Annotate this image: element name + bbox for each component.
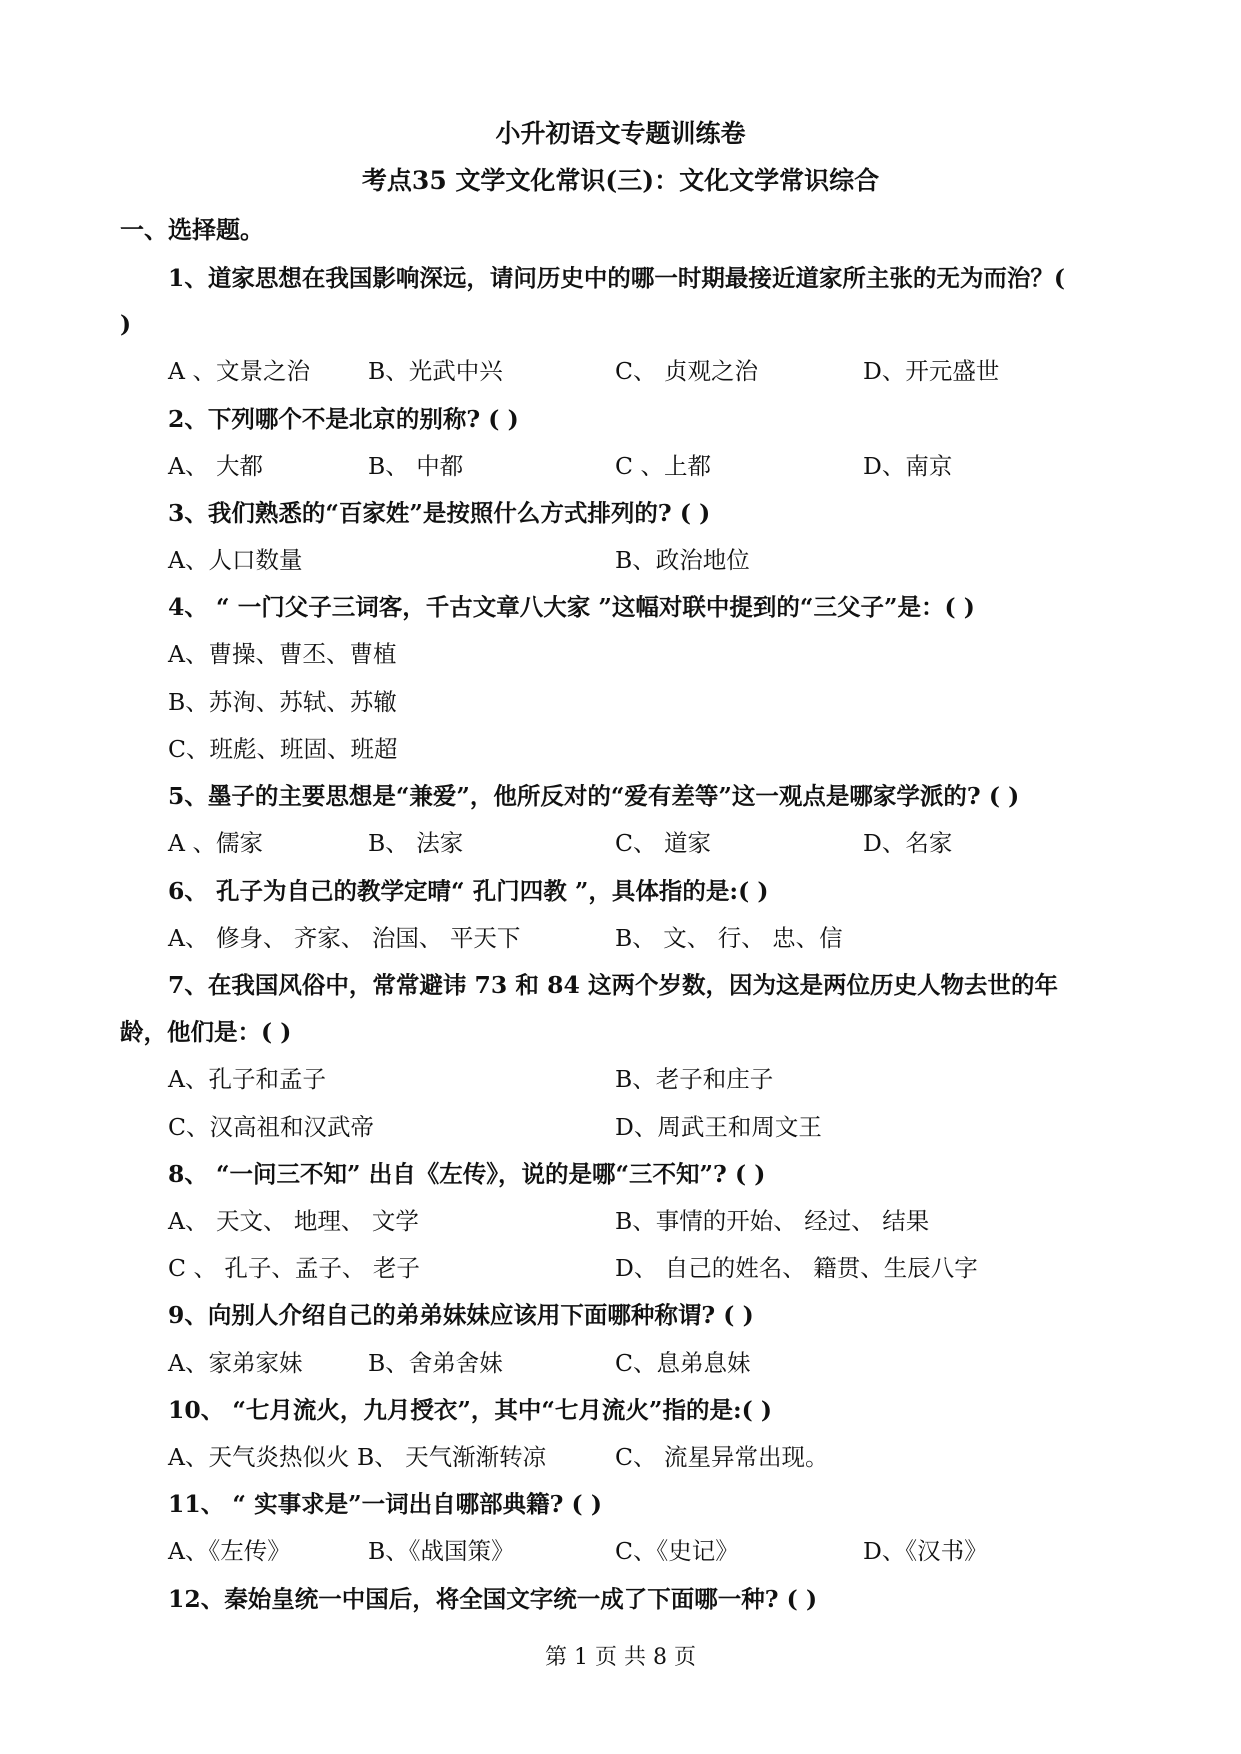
q7-option-c: C、汉高祖和汉武帝 xyxy=(168,1113,374,1141)
question-6: 6、 孔子为自己的教学定晴“ 孔门四教 ”，具体指的是:( ) xyxy=(168,877,769,905)
question-11: 11、 “ 实事求是”一词出自哪部典籍? ( ) xyxy=(168,1490,602,1518)
q2-option-b: B、 中都 xyxy=(368,452,464,480)
q9-option-b: B、舍弟舍妹 xyxy=(368,1349,503,1377)
q8-option-a: A、 天文、 地理、 文学 xyxy=(168,1207,419,1235)
q1-option-b: B、光武中兴 xyxy=(368,357,503,385)
question-5: 5、墨子的主要思想是“兼爱”，他所反对的“爱有差等”这一观点是哪家学派的? ( ) xyxy=(168,782,1020,810)
q11-option-b: B、《战国策》 xyxy=(368,1537,515,1565)
q5-option-a: A 、儒家 xyxy=(168,829,263,857)
q8-option-d: D、 自己的姓名、 籍贯、生辰八字 xyxy=(615,1254,978,1282)
question-12: 12、秦始皇统一中国后，将全国文字统一成了下面哪一种? ( ) xyxy=(168,1585,818,1613)
question-7-continuation: 龄，他们是：( ) xyxy=(120,1018,292,1046)
q7-option-b: B、老子和庄子 xyxy=(615,1065,774,1093)
q7-option-a: A、孔子和孟子 xyxy=(168,1065,326,1093)
question-2: 2、下列哪个不是北京的别称? ( ) xyxy=(168,405,519,433)
q10-option-ab: A、天气炎热似火 B、 天气渐渐转凉 xyxy=(168,1443,547,1471)
question-1: 1、道家思想在我国影响深远，请问历史中的哪一时期最接近道家所主张的无为而治？( xyxy=(168,264,1065,292)
question-10: 10、 “七月流火，九月授衣”，其中“七月流火”指的是:( ) xyxy=(168,1396,773,1424)
section-heading: 一、选择题。 xyxy=(120,215,264,244)
q5-option-c: C、 道家 xyxy=(615,829,711,857)
q11-option-d: D、《汉书》 xyxy=(863,1537,988,1565)
document-subtitle: 考点35 文学文化常识(三)：文化文学常识综合 xyxy=(361,166,880,195)
q2-option-d: D、南京 xyxy=(863,452,953,480)
q9-option-c: C、息弟息妹 xyxy=(615,1349,751,1377)
question-7: 7、在我国风俗中，常常避讳 73 和 84 这两个岁数，因为这是两位历史人物去世的年 xyxy=(168,971,1058,999)
q2-option-c: C 、上都 xyxy=(615,452,711,480)
q5-option-d: D、名家 xyxy=(863,829,953,857)
q3-option-b: B、政治地位 xyxy=(615,546,750,574)
q6-option-b: B、 文、 行、 忠、信 xyxy=(615,924,843,952)
q1-option-d: D、开元盛世 xyxy=(863,357,1000,385)
document-title: 小升初语文专题训练卷 xyxy=(495,119,746,148)
question-3: 3、我们熟悉的“百家姓”是按照什么方式排列的? ( ) xyxy=(168,499,711,527)
q3-option-a: A、人口数量 xyxy=(168,546,303,574)
page-footer: 第 1 页 共 8 页 xyxy=(545,1645,696,1670)
question-1-continuation: ) xyxy=(120,310,132,338)
q9-option-a: A、家弟家妹 xyxy=(168,1349,303,1377)
q4-option-c: C、班彪、班固、班超 xyxy=(168,735,398,763)
q7-option-d: D、周武王和周文王 xyxy=(615,1113,822,1141)
q5-option-b: B、 法家 xyxy=(368,829,464,857)
q11-option-a: A、《左传》 xyxy=(168,1537,291,1565)
q2-option-a: A、 大都 xyxy=(168,452,263,480)
question-4: 4、 “ 一门父子三词客，千古文章八大家 ”这幅对联中提到的“三父子”是：( ) xyxy=(168,593,975,621)
q8-option-c: C 、 孔子、孟子、 老子 xyxy=(168,1254,420,1282)
question-9: 9、向别人介绍自己的弟弟妹妹应该用下面哪种称谓? ( ) xyxy=(168,1301,754,1329)
q10-option-c: C、 流星异常出现。 xyxy=(615,1443,829,1471)
q6-option-a: A、 修身、 齐家、 治国、 平天下 xyxy=(168,924,521,952)
question-8: 8、 “一问三不知” 出自《左传》，说的是哪“三不知”? ( ) xyxy=(168,1160,766,1188)
q11-option-c: C、《史记》 xyxy=(615,1537,739,1565)
q8-option-b: B、事情的开始、 经过、 结果 xyxy=(615,1207,930,1235)
q4-option-a: A、曹操、曹丕、曹植 xyxy=(168,640,397,668)
q1-option-a: A 、文景之治 xyxy=(168,357,310,385)
q1-option-c: C、 贞观之治 xyxy=(615,357,758,385)
q4-option-b: B、苏洵、苏轼、苏辙 xyxy=(168,688,397,716)
